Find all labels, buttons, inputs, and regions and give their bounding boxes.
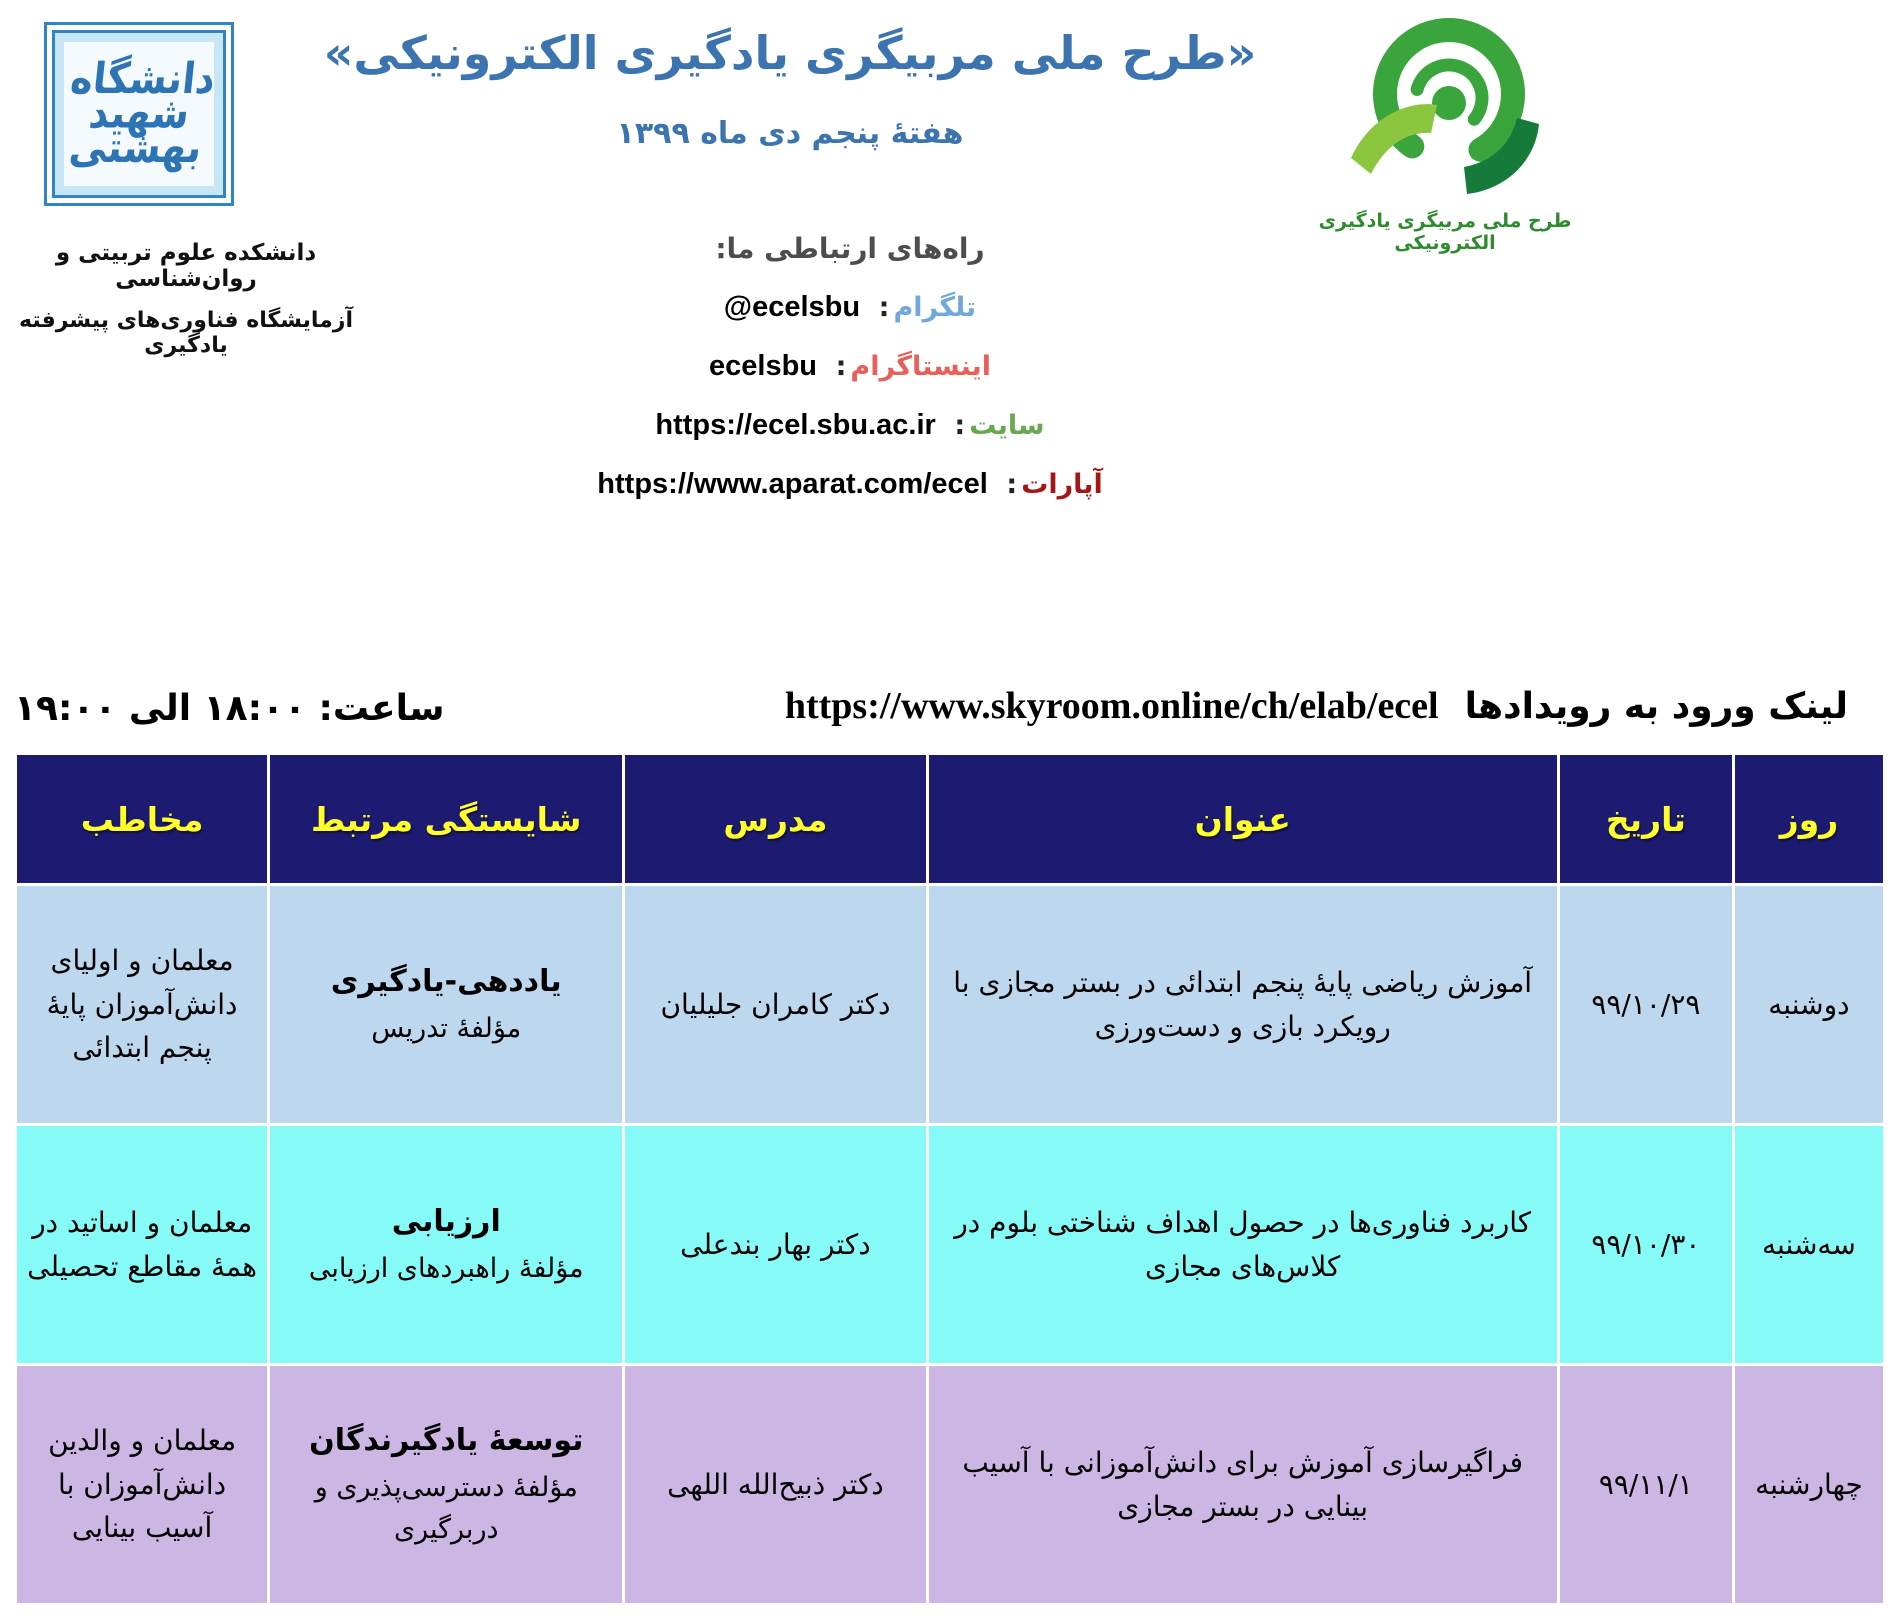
- col-header-title: عنوان: [1194, 799, 1291, 839]
- title-block: [250, 26, 1330, 151]
- instagram-handle[interactable]: ecelsbu: [709, 350, 817, 382]
- logo-word-3: بهشتی: [66, 123, 204, 173]
- colon: :: [954, 410, 966, 441]
- cell-competency: [270, 1366, 622, 1603]
- website-url[interactable]: https://ecel.sbu.ac.ir: [655, 409, 936, 441]
- cell-title: کاربرد فناوری‌ها در حصول اهداف شناختی بلوم در کلاس‌های مجازی: [954, 1206, 1532, 1283]
- colon: :: [1006, 469, 1018, 500]
- telegram-handle[interactable]: @ecelsbu: [723, 291, 861, 323]
- contact-line-aparat: [360, 468, 1340, 501]
- program-logo: [1305, 6, 1585, 254]
- cell-date: ۹۹/۱۱/۱: [1598, 1467, 1693, 1501]
- university-logo-calligraphy: [61, 53, 218, 173]
- schedule-table: [14, 752, 1886, 1606]
- contact-line-telegram: [360, 291, 1340, 324]
- cell-instructor: دکتر ذبیح‌الله اللهی: [667, 1467, 884, 1501]
- col-header-date: تاریخ: [1605, 799, 1686, 839]
- competency-sub: مؤلفهٔ دسترسی‌پذیری و دربرگیری: [314, 1471, 578, 1545]
- colon: :: [835, 351, 847, 382]
- col-header-day: روز: [1779, 799, 1839, 839]
- competency-main: یاددهی-یادگیری: [330, 964, 562, 1000]
- cell-competency: [270, 886, 622, 1123]
- cell-day: چهارشنبه: [1755, 1467, 1863, 1501]
- table-row: [17, 1126, 1883, 1363]
- program-logo-caption: طرح ملی مربیگری یادگیری الکترونیکی: [1318, 210, 1572, 254]
- contact-line-instagram: [360, 350, 1340, 383]
- colon: :: [878, 292, 890, 323]
- cell-audience: معلمان و والدین دانش‌آموزان با آسیب بینایی: [48, 1424, 237, 1545]
- contact-heading: راه‌های ارتباطی ما:: [715, 232, 985, 265]
- logo-word-2: شهید: [86, 88, 192, 138]
- table-header-row: [17, 755, 1883, 883]
- elearning-coaching-logo-icon: [1325, 6, 1565, 206]
- cell-instructor: دکتر بهار بندعلی: [680, 1227, 871, 1261]
- cell-day: دوشنبه: [1768, 987, 1850, 1021]
- table-row: [17, 886, 1883, 1123]
- cell-competency: [270, 1126, 622, 1363]
- events-time: ساعت: ۱۸:۰۰ الی ۱۹:۰۰: [14, 688, 445, 729]
- events-link-row: [785, 684, 1848, 728]
- cell-audience: معلمان و اساتید در همهٔ مقاطع تحصیلی: [27, 1206, 258, 1283]
- skyroom-url[interactable]: https://www.skyroom.online/ch/elab/ecel: [784, 685, 1439, 727]
- cell-date: ۹۹/۱۰/۲۹: [1591, 987, 1701, 1021]
- competency-sub: مؤلفهٔ تدریس: [371, 1012, 522, 1044]
- events-link-label: لینک ورود به رویدادها: [1464, 685, 1848, 727]
- cell-date: ۹۹/۱۰/۳۰: [1591, 1227, 1701, 1261]
- university-logo: [44, 22, 234, 206]
- page-title: «طرح ملی مربیگری یادگیری الکترونیکی»: [323, 26, 1257, 80]
- lab-name: آزمایشگاه فناوری‌های پیشرفته یادگیری: [19, 308, 353, 358]
- logo-word-1: دانشگاه: [68, 53, 218, 104]
- col-header-audience: مخاطب: [80, 799, 204, 839]
- contact-line-website: [360, 409, 1340, 442]
- contact-block: [360, 232, 1340, 501]
- cell-audience: معلمان و اولیای دانش‌آموزان پایهٔ پنجم ابتدائی: [46, 944, 238, 1065]
- col-header-competency: شایستگی مرتبط: [311, 799, 582, 839]
- cell-day: سه‌شنبه: [1762, 1227, 1856, 1261]
- cell-instructor: دکتر کامران جلیلیان: [660, 987, 891, 1021]
- instagram-label: اینستاگرام: [850, 351, 991, 382]
- faculty-name: دانشکده علوم تربیتی و روان‌شناسی: [55, 240, 317, 292]
- website-label: سایت: [969, 410, 1045, 441]
- competency-sub: مؤلفهٔ راهبردهای ارزیابی: [308, 1252, 584, 1284]
- cell-title: فراگیرسازی آموزش برای دانش‌آموزانی با آسیب بینایی در بستر مجازی: [962, 1446, 1523, 1523]
- page-subtitle: هفتهٔ پنجم دی ماه ۱۳۹۹: [616, 116, 964, 151]
- aparat-url[interactable]: https://www.aparat.com/ecel: [597, 468, 988, 500]
- table-row: [17, 1366, 1883, 1603]
- university-text-block: [0, 240, 372, 358]
- cell-title: آموزش ریاضی پایهٔ پنجم ابتدائی در بستر مجازی با رویکرد بازی و دست‌ورزی: [953, 966, 1533, 1043]
- aparat-label: آپارات: [1021, 469, 1103, 500]
- competency-main: توسعهٔ یادگیرندگان: [309, 1423, 584, 1459]
- col-header-instructor: مدرس: [723, 799, 828, 839]
- university-logo-frame: [52, 30, 226, 198]
- competency-main: ارزیابی: [391, 1204, 501, 1240]
- telegram-label: تلگرام: [893, 292, 977, 323]
